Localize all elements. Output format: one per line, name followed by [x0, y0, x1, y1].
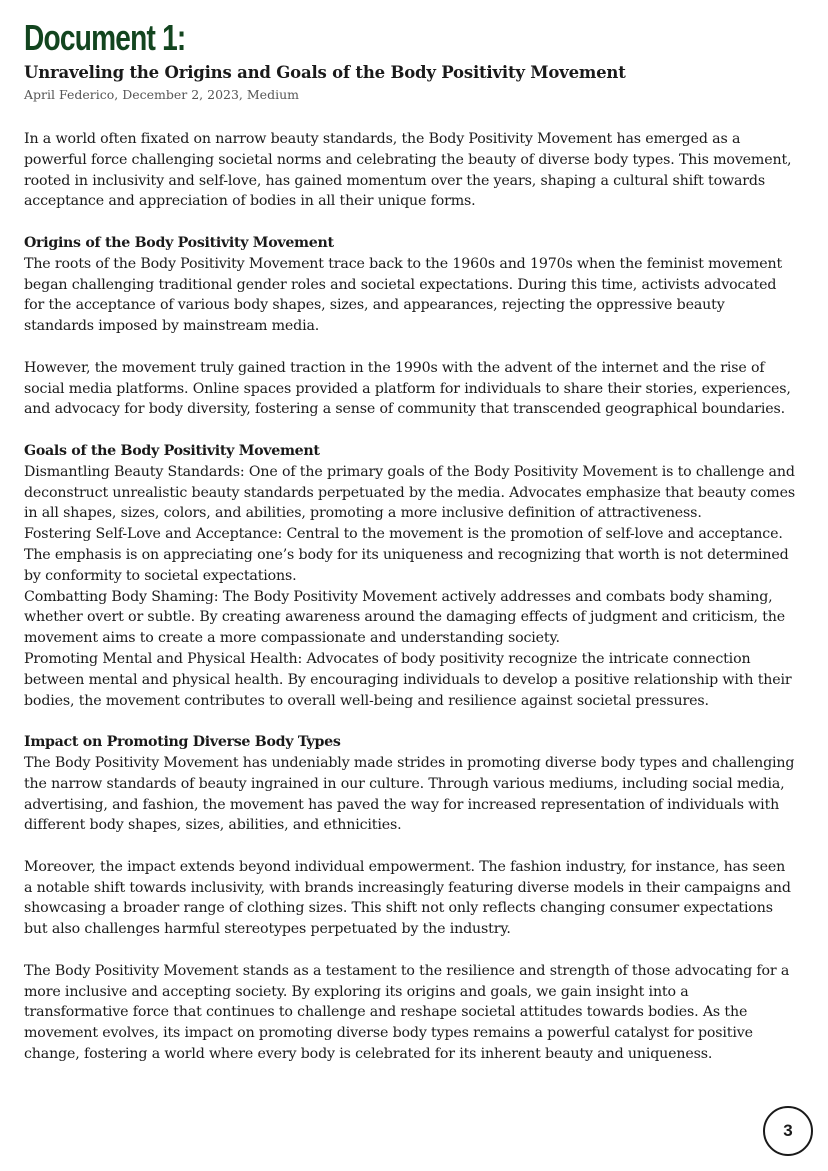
- goal-item: Promoting Mental and Physical Health: Advocates of body positivity recognize the intricate connection between mental and physical health. By encouraging individuals to develop a positive relationship with their bodies, the movement contributes to overall well-being and resilience against societal pressures.: [24, 650, 792, 709]
- document-label: Document 1:: [24, 17, 186, 58]
- impact-paragraph-1: The Body Positivity Movement has undeniably made strides in promoting diverse body types and challenging the narrow standards of beauty ingrained in our culture. Through various mediums, including social media, advertising, and fashion, the movement has paved the way for increased representation of individuals with different body shapes, sizes, abilities, and ethnicities.: [24, 754, 795, 834]
- article-byline: April Federico, December 2, 2023, Medium: [24, 87, 299, 102]
- conclusion-paragraph: The Body Positivity Movement stands as a testament to the resilience and strength of those advocating for a more inclusive and accepting society. By exploring its origins and goals, we gain insight into a transformative force that continues to challenge and reshape societal attitudes towards bodies. As the movement evolves, its impact on promoting diverse body types remains a powerful catalyst for positive change, fostering a world where every body is celebrated for its inherent beauty and uniqueness.: [24, 962, 790, 1063]
- goal-item: Combatting Body Shaming: The Body Positivity Movement actively addresses and combats body shaming, whether overt or subtle. By creating awareness around the damaging effects of judgment and criticism, the movement aims to create a more compassionate and understanding society.: [24, 588, 786, 647]
- article-title: Unraveling the Origins and Goals of the Body Positivity Movement: [24, 63, 626, 82]
- goals-heading: Goals of the Body Positivity Movement: [24, 442, 320, 459]
- origins-paragraph-2: However, the movement truly gained traction in the 1990s with the advent of the internet and the rise of social media platforms. Online spaces provided a platform for individuals to share their stories, experiences, and advocacy for body diversity, fostering a sense of community that transcended geographical boundaries.: [24, 359, 791, 418]
- document-page: [24, 18, 796, 1086]
- origins-paragraph-1: The roots of the Body Positivity Movement trace back to the 1960s and 1970s when the feminist movement began challenging traditional gender roles and societal expectations. During this time, activists advocated for the acceptance of various body shapes, sizes, and appearances, rejecting the oppressive beauty standards imposed by mainstream media.: [24, 255, 783, 335]
- impact-paragraph-2: Moreover, the impact extends beyond individual empowerment. The fashion industry, for instance, has seen a notable shift towards inclusivity, with brands increasingly featuring diverse models in their campaigns and showcasing a broader range of clothing sizes. This shift not only reflects changing consumer expectations but also challenges harmful stereotypes perpetuated by the industry.: [24, 858, 791, 938]
- page-number-badge: 3: [763, 1106, 813, 1156]
- goal-item: Fostering Self-Love and Acceptance: Central to the movement is the promotion of self-love and acceptance. The emphasis is on appreciating one’s body for its uniqueness and recognizing that worth is not determined by conformity to societal expectations.: [24, 526, 789, 584]
- goal-item: Dismantling Beauty Standards: One of the primary goals of the Body Positivity Movement is to challenge and deconstruct unrealistic beauty standards perpetuated by the media. Advocates emphasize that beauty comes in all shapes, sizes, colors, and abilities, promoting a more inclusive definition of attractiveness.: [24, 463, 795, 522]
- origins-heading: Origins of the Body Positivity Movement: [24, 234, 334, 251]
- impact-heading: Impact on Promoting Diverse Body Types: [24, 734, 341, 751]
- intro-paragraph: In a world often fixated on narrow beauty standards, the Body Positivity Movement has emerged as a powerful force challenging societal norms and celebrating the beauty of diverse body types. This movement, rooted in inclusivity and self-love, has gained momentum over the years, shaping a cultural shift towards acceptance and appreciation of bodies in all their unique forms.: [24, 131, 792, 210]
- article-body: [24, 129, 796, 1065]
